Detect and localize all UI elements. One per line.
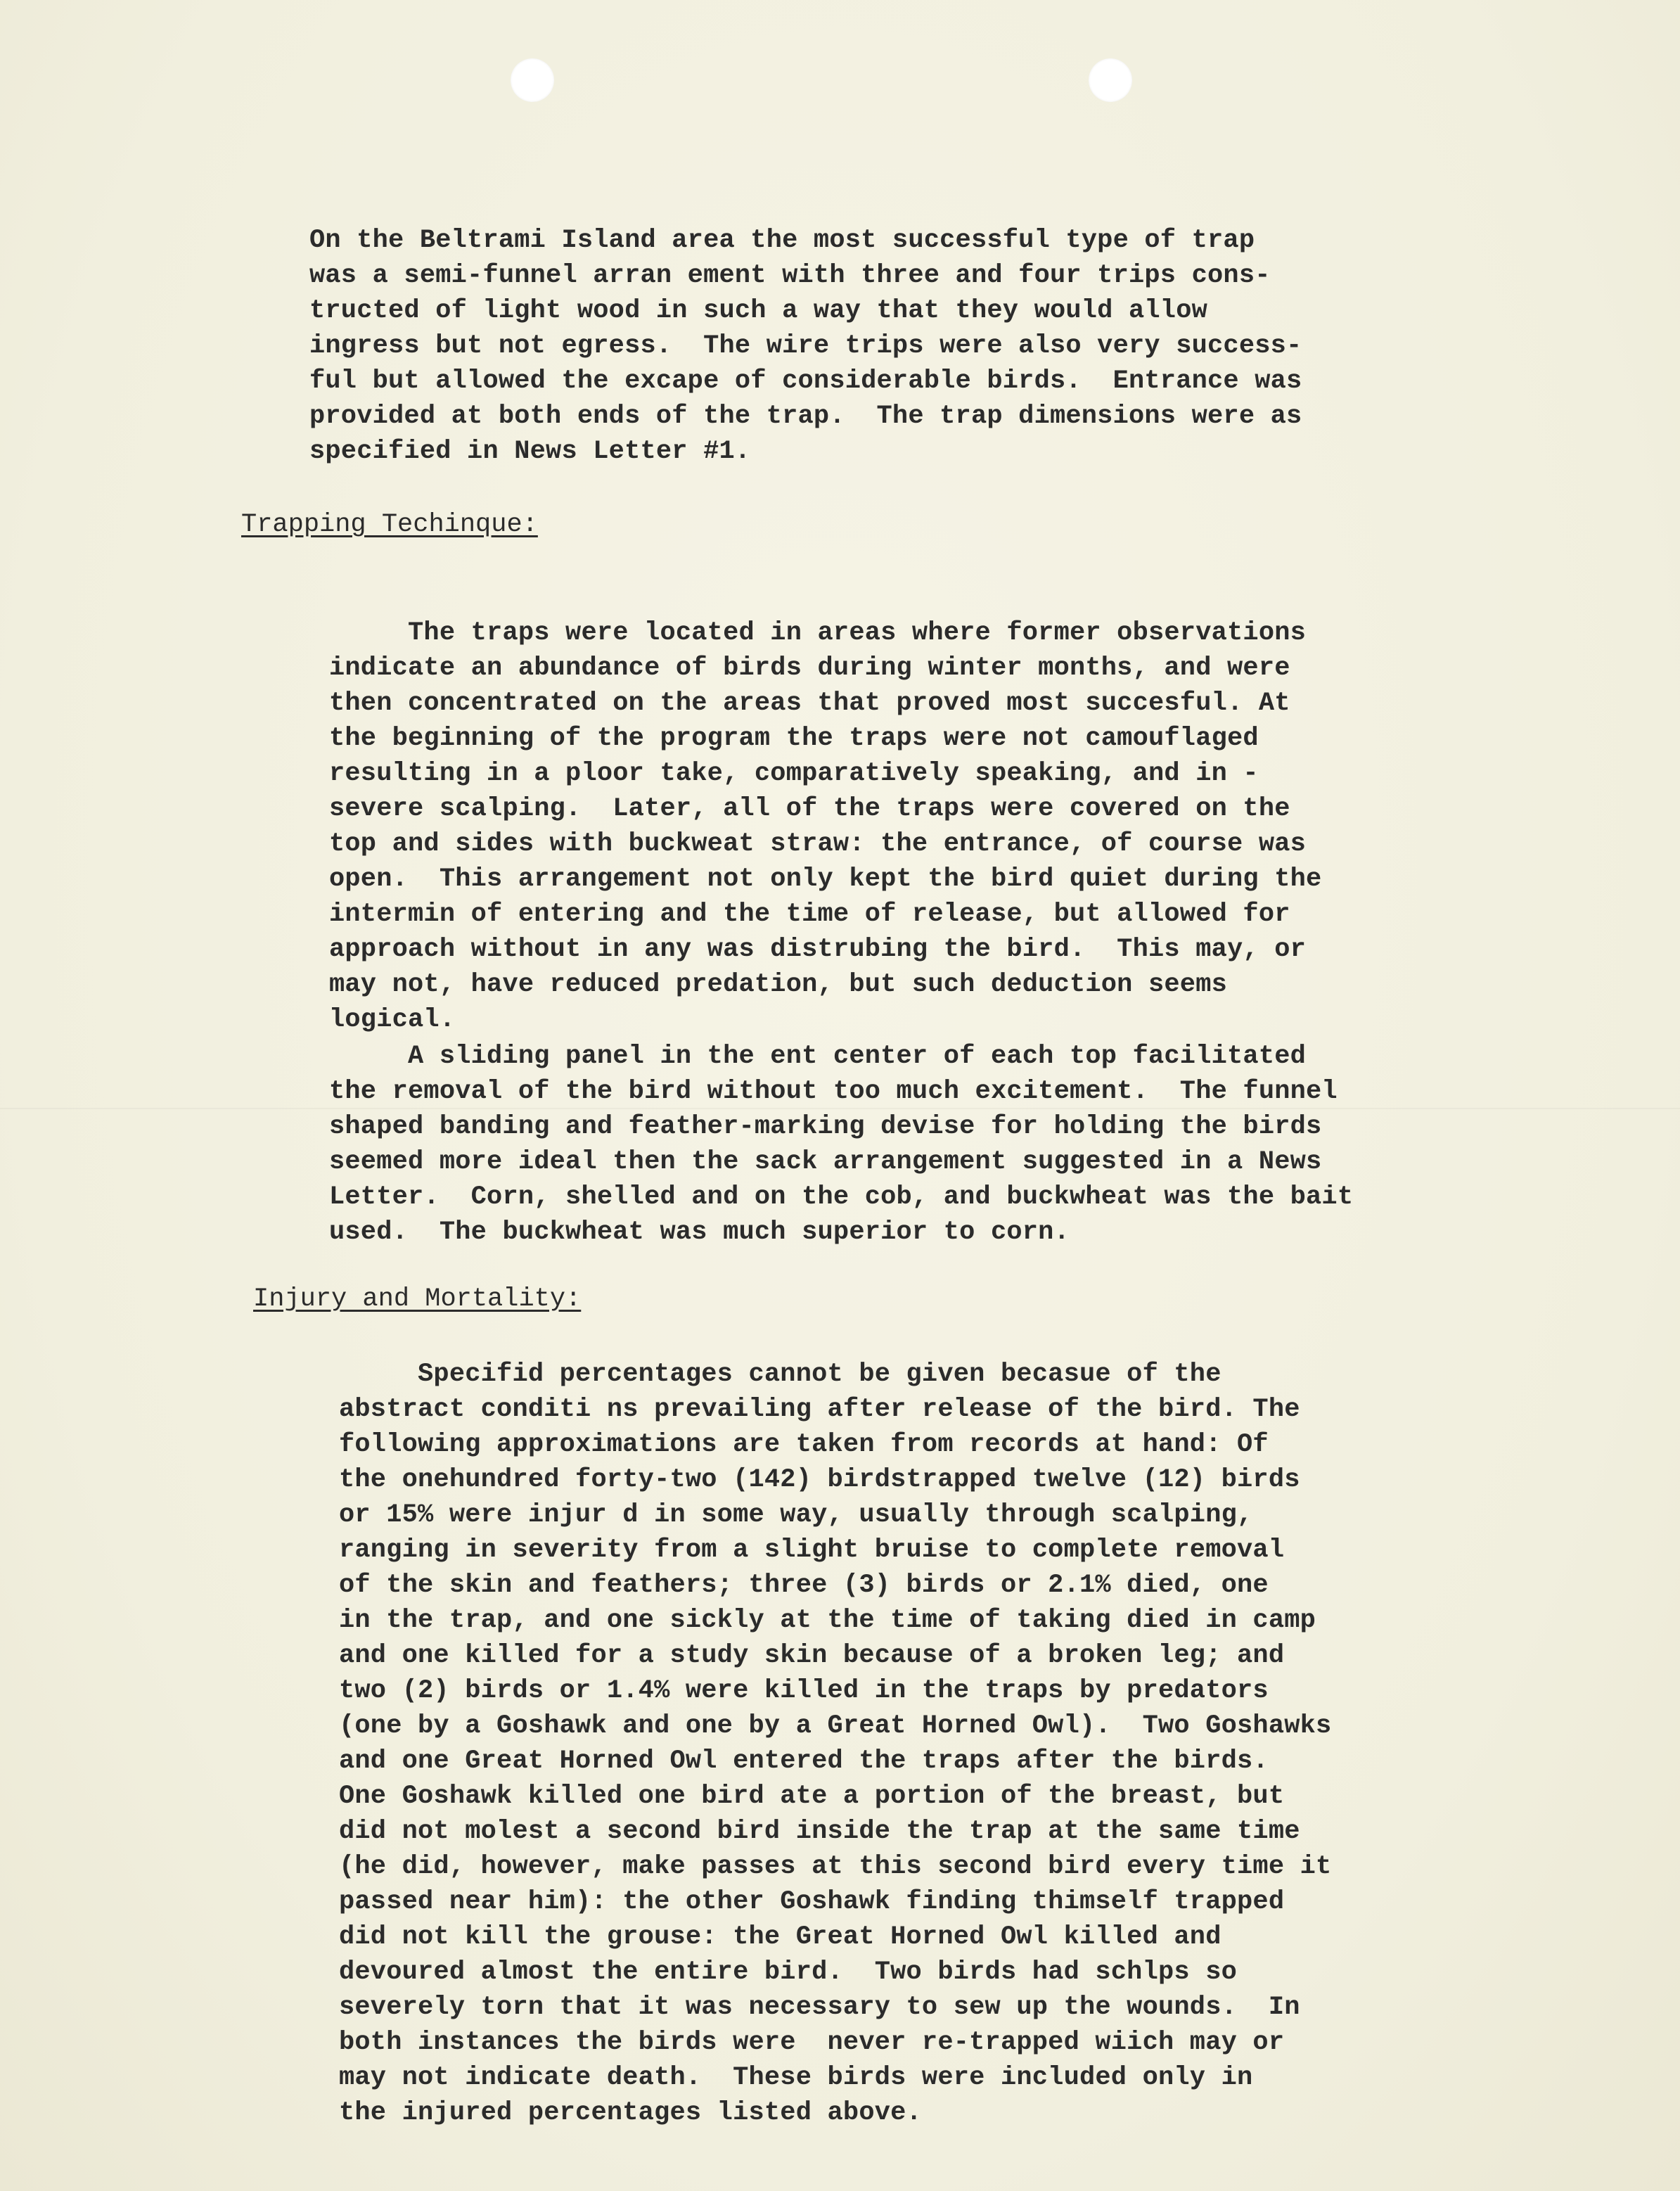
- section-heading-injury-mortality: Injury and Mortality:: [253, 1284, 582, 1314]
- intro-paragraph: On the Beltrami Island area the most successful type of trap was a semi-funnel arran ement with three and four trips cons- tructed of light wood in such a way that they would allow ingress but not egress. The wire trips were also very success- ful but allowed the excape of considerable birds. Entrance was provided at both ends of the trap. The trap dimensions were as specified in News Letter #1.: [309, 226, 1302, 466]
- injury-paragraph: Specifid percentages cannot be given becasue of the abstract conditi ns prevailing after release of the bird. The following approximations are taken from records at hand: Of the onehundred forty-two (142) birdstrapped twelve (12) birds or 15% were injur d in some way, usually through scalping, ranging in severity from a slight bruise to complete removal of the skin and feathers; three (3) birds or 2.1% died, one in the trap, and one sickly at the time of taking died in camp and one killed for a study skin because of a broken leg; and two (2) birds or 1.4% were killed in the traps by predators (one by a Goshawk and one by a Great Horned Owl). Two Goshawks and one Great Horned Owl entered the traps after the birds. One Goshawk killed one bird ate a portion of the breast, but did not molest a second bird inside the trap at the same time (he did, however, make passes at this second bird every time it passed near him): the other Goshawk finding thimself trapped did not kill the grouse: the Great Horned Owl killed and devoured almost the entire bird. Two birds had schlps so severely torn that it was necessary to sew up the wounds. In both instances the birds were never re-trapped wiich may or may not indicate death. These birds were included only in the injured percentages listed above.: [339, 1360, 1332, 2128]
- punch-hole-left: [511, 58, 554, 102]
- punch-hole-right: [1089, 58, 1132, 102]
- section-heading-trapping-technique: Trapping Techinque:: [241, 510, 538, 539]
- trapping-paragraph-2: A sliding panel in the ent center of each top facilitated the removal of the bird without too much excitement. The funnel shaped banding and feather-marking devise for holding the birds seemed more ideal then the sack arrangement suggested in a News Letter. Corn, shelled and on the cob, and buckwheat was the bait used. The buckwheat was much superior to corn.: [329, 1042, 1354, 1247]
- trapping-paragraph-1: The traps were located in areas where former observations indicate an abundance of birds during winter months, and were then concentrated on the areas that proved most succesful. At the beginning of the program the traps were not camouflaged resulting in a ploor take, comparatively speaking, and in - severe scalping. Later, all of the traps were covered on the top and sides with buckweat straw: the entrance, of course was open. This arrangement not only kept the bird quiet during the intermin of entering and the time of release, but allowed for approach without in any was distrubing the bird. This may, or may not, have reduced predation, but such deduction seems logical.: [329, 618, 1322, 1035]
